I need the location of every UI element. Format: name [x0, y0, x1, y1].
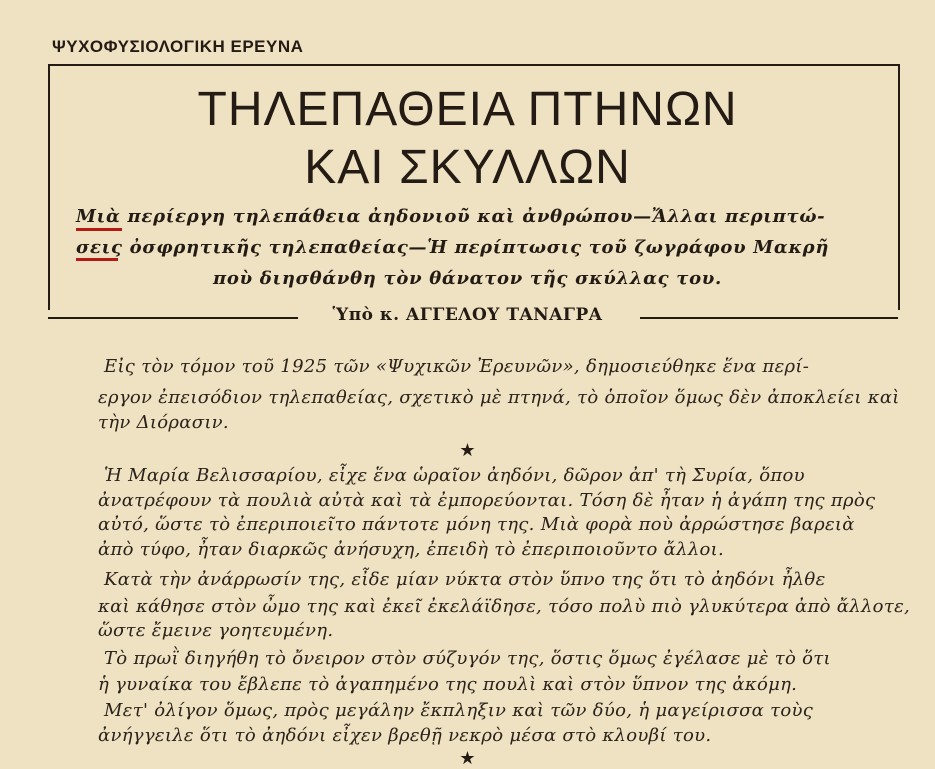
article-title-line-2: ΚΑΙ ΣΚΥΛΛΩΝ — [304, 141, 631, 194]
red-underline-mark — [76, 258, 118, 261]
body-line: ὥστε ἔμεινε γοητευμένη. — [98, 620, 334, 641]
subtitle-line-1: Μιὰ περίεργη τηλεπάθεια ἀηδονιοῦ καὶ ἀνθρώπου—Ἄλλαι περιπτώ- — [76, 206, 826, 227]
body-line: Εἰς τὸν τόμον τοῦ 1925 τῶν «Ψυχικῶν Ἐρευνῶν», δημοσιεύθηκε ἕνα περί- — [104, 356, 810, 377]
body-line: αὐτό, ὥστε τὸ ἐπεριποιεῖτο πάντοτε μόνη της. Μιὰ φορὰ ποὺ ἀρρώστησε βαρειὰ — [98, 514, 855, 535]
body-line: Κατὰ τὴν ἀνάρρωσίν της, εἶδε μίαν νύκτα στὸν ὕπνο της ὅτι τὸ ἀηδόνι ἦλθε — [104, 569, 826, 590]
body-line: Τὸ πρωῒ διηγήθη τὸ ὄνειρον στὸν σύζυγόν της, ὅστις ὅμως ἐγέλασε μὲ τὸ ὅτι — [104, 648, 831, 669]
section-star-bottom: ★ — [459, 748, 476, 769]
subtitle-line-2: σεις ὀσφρητικῆς τηλεπαθείας—Ἡ περίπτωσις τοῦ ζωγράφου Μακρῆ — [76, 237, 830, 258]
body-line: Μετ' ὀλίγον ὅμως, πρὸς μεγάλην ἔκπληξιν καὶ τῶν δύο, ἡ μαγείρισσα τοὺς — [104, 700, 814, 721]
subtitle-line-3: ποὺ διησθάνθη τὸν θάνατον τῆς σκύλλας του. — [213, 268, 722, 289]
body-line: ἀνατρέφουν τὰ πουλιὰ αὐτὰ καὶ τὰ ἐμπορεύονται. Τόση δὲ ἦταν ἡ ἀγάπη της πρὸς — [98, 490, 876, 511]
body-line: ἡ γυναίκα του ἔβλεπε τὸ ἀγαπημένο της πουλὶ καὶ στὸν ὕπνον της ἀκόμη. — [98, 674, 798, 695]
body-line: τὴν Διόρασιν. — [98, 412, 229, 433]
red-underline-mark — [76, 228, 122, 231]
body-line: Ἡ Μαρία Βελισσαρίου, εἶχε ἕνα ὡραῖον ἀηδόνι, δῶρον ἀπ' τὴ Συρία, ὅπου — [104, 465, 805, 486]
body-line: εργον ἐπεισόδιον τηλεπαθείας, σχετικὸ μὲ πτηνά, τὸ ὁποῖον ὅμως δὲν ἀποκλείει καὶ — [98, 387, 900, 408]
section-star: ★ — [459, 440, 476, 461]
body-line: ἀπὸ τύφο, ἦταν διαρκῶς ἀνήσυχη, ἐπειδὴ τὸ ἐπεριποιοῦντο ἄλλοι. — [98, 539, 725, 560]
body-line: καὶ κάθησε στὸν ὦμο της καὶ ἐκεῖ ἐκελάϊδησε, τόσο πολὺ πιὸ γλυκύτερα ἀπὸ ἄλλοτε, — [98, 596, 911, 617]
byline: Ὑπὸ κ. ΑΓΓΕΛΟΥ ΤΑΝΑΓΡΑ — [329, 305, 607, 325]
article-title-line-1: ΤΗΛΕΠΑΘΕΙΑ ΠΤΗΝΩΝ — [197, 83, 738, 136]
byline-row — [0, 305, 935, 329]
section-label: ΨΥΧΟΦΥΣΙΟΛΟΓΙΚΗ ΕΡΕΥΝΑ — [52, 37, 304, 56]
body-line: ἀνήγγειλε ὅτι τὸ ἀηδόνι εἶχεν βρεθῇ νεκρὸ μέσα στὸ κλουβί του. — [98, 725, 712, 746]
